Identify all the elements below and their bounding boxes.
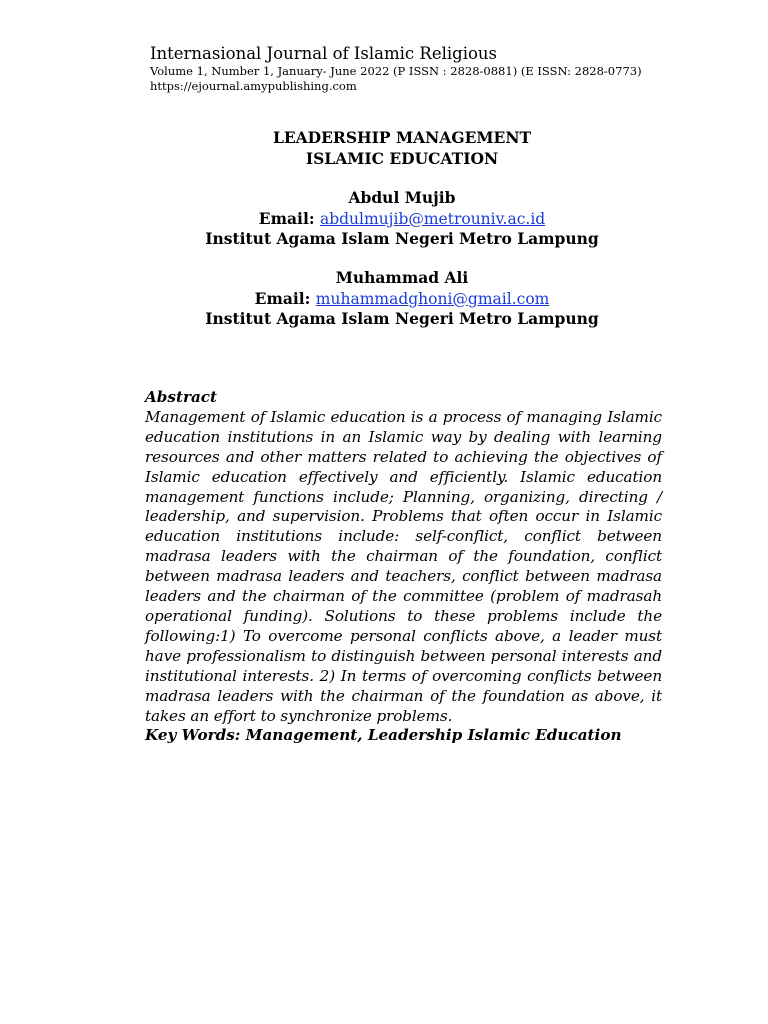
paper-title-line-2: ISLAMIC EDUCATION xyxy=(305,149,499,168)
journal-header xyxy=(150,44,670,94)
author-email-link[interactable]: abdulmujib@metrouniv.ac.id xyxy=(319,209,546,228)
email-label: Email: xyxy=(258,208,315,228)
keywords: Key Words: Management, Leadership Islamic Education xyxy=(145,726,622,745)
journal-title: Internasional Journal of Islamic Religious xyxy=(150,44,498,63)
author-name: Muhammad Ali xyxy=(335,268,469,287)
author-block xyxy=(100,188,704,250)
email-label: Email: xyxy=(254,288,311,308)
author-block xyxy=(100,268,704,330)
author-affiliation: Institut Agama Islam Negeri Metro Lampung xyxy=(205,229,599,248)
author-email-line xyxy=(100,209,704,230)
abstract-body: Management of Islamic education is a process of managing Islamic education institutions in an Islamic way by dealing with learning resources and other matters related to achieving the objectives of Islamic education effectively and efficiently. Islamic education management functions include; Planning, organizing, directing / leadership, and supervision. Problems that often occur in Islamic education institutions include: self-conflict, conflict between madrasa leaders with the chairman of the foundation, conflict between madrasa leaders and teachers, conflict between madrasa leaders and the chairman of the committee (problem of madrasah operational funding). Solutions to these problems include the following:1) To overcome personal conflicts above, a leader must have professionalism to distinguish between personal interests and institutional interests. 2) In terms of overcoming conflicts between madrasa leaders with the chairman of the foundation as above, it takes an effort to synchronize problems. xyxy=(145,407,662,725)
author-name: Abdul Mujib xyxy=(348,188,456,207)
abstract-section xyxy=(145,388,662,746)
author-email-link[interactable]: muhammadghoni@gmail.com xyxy=(315,289,550,308)
journal-url: https://ejournal.amypublishing.com xyxy=(150,79,357,93)
author-affiliation: Institut Agama Islam Negeri Metro Lampung xyxy=(205,309,599,328)
author-email-line xyxy=(100,289,704,310)
paper-title-line-1: LEADERSHIP MANAGEMENT xyxy=(272,128,532,147)
abstract-heading: Abstract xyxy=(145,388,218,406)
journal-volume-info: Volume 1, Number 1, January- June 2022 (P ISSN : 2828-0881) (E ISSN: 2828-0773) xyxy=(150,64,642,78)
paper-title xyxy=(100,127,704,169)
